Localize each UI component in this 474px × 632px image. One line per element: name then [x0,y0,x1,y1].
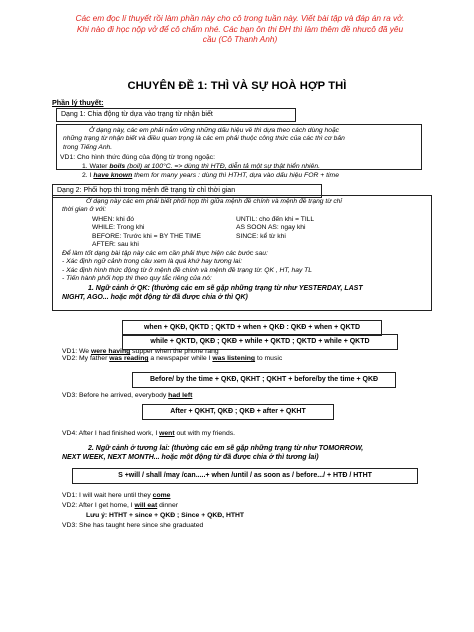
answer-was-listening: was listening [212,355,256,362]
formula-future: S +will / shall /may /can.....+ when /until / as soon as / before.../ + HTĐ / HTHT [72,468,418,484]
section1-header-text: Dạng 1: Chia động từ dựa vào trạng từ nhận biết [61,111,213,118]
answer-was-reading: was reading [109,355,149,362]
step-3: - Tiến hành phối hợp thì theo quy tắc riêng của nó: [62,275,212,283]
formula-before: Before/ by the time + QKĐ, QKHT ; QKHT + before/by the time + QKĐ [132,372,396,388]
formula-while: while + QKTD, QKĐ ; QKĐ + while + QKTD ; QKTD + while + QKTD [122,334,398,350]
steps-intro: Để làm tốt dạng bài tập này các em cần phải thực hiện các bước sau: [62,250,268,257]
section1-example-1: 1. Water boils (boil) at 100°C. => dùng thì HTĐ, diễn tả một sự thật hiển nhiên. [82,163,321,170]
example-vd3: VD3: Before he arrived, everybody had left [62,392,193,399]
formula-after: After + QKHT, QKĐ ; QKĐ + after + QKHT [142,404,334,420]
answer-come: come [152,492,171,499]
section1-header [56,108,296,122]
page-title: CHUYÊN ĐỀ 1: THÌ VÀ SỰ HOÀ HỢP THÌ [127,80,347,92]
future-context-heading: 2. Ngữ cảnh ở tương lai: (thường các em sẽ gặp những trạng từ như TOMORROW, NEXT WEEK, NEXT MONTH... hoặc một động từ đã được chia ở thì tương lai) [62,445,364,461]
intro-line-2: Khi nào đi học nộp vở để cô chấm nhé. Các bạn ôn thi ĐH thì làm thêm đề nhưcô đã yêu [76,23,404,34]
conjunction-row: AFTER: sau khi [92,241,139,249]
example-vd4: VD4: After I had finished work, I went out with my friends. [62,430,236,437]
example-vd7: VD3: She has taught here since she graduated [62,522,204,529]
section1-desc: Ở dạng này, các em phải nắm vững những dấu hiệu về thì dựa theo cách dùng hoặc những trạng từ nhận biết và điều quan trọng là các em phải thuộc công thức của các thì cơ bản trong Tiếng Anh. [63,127,345,151]
conjunction-list [92,216,422,250]
answer-have-known: have known [93,172,133,179]
conjunction-row: WHILE: Trong khi AS SOON AS: ngay khi [92,224,306,232]
steps-list [62,250,424,284]
formula-when: when + QKĐ, QKTD ; QKTD + when + QKĐ : QKĐ + when + QKTD [122,320,382,336]
answer-will-eat: will eat [134,502,158,509]
example-vd5: VD1: I will wait here until they come [62,492,171,499]
example-vd6: VD2: After I get home, I will eat dinner [62,502,179,509]
conjunction-row: WHEN: khi đó UNTIL: cho đến khi = TILL [92,216,315,223]
answer-had-left: had left [168,392,193,399]
intro-note [50,13,430,45]
example-vd1: VD1: We were having supper when the phone rang [62,348,219,355]
answer-went: went [159,430,175,437]
answer-were-having: were having [90,348,131,355]
step-2: - Xác định hình thức động từ ở mệnh đề chính và mệnh đề trạng từ: QK , HT, hay TL [62,266,312,274]
intro-line-1: Các em đọc lí thuyết rồi làm phần này cho cô trong tuần này. Viết bài tập và đáp án ra vở. [75,13,405,23]
answer-boils: boils [109,163,126,170]
section2-desc: Ở dạng này các em phải biết phối hợp thì giữa mệnh đề chính và mệnh đề trạng từ chỉ thời gian ở với: [62,198,342,214]
section1-example-2: 2. I have known them for many years : dùng thì HTHT, dựa vào dấu hiệu FOR + time [82,172,339,179]
section1-vd-label: VD1: Cho hình thức đúng của động từ trong ngoặc: [60,154,215,161]
section2-header-text: Dạng 2: Phối hợp thì trong mệnh đề trạng từ chỉ thời gian [57,187,236,194]
past-context-heading: 1. Ngữ cảnh ở QK: (thường các em sẽ gặp những trạng từ như YESTERDAY, LAST NIGHT, AGO... hoặc một động từ đã được chia ở thì QK) [62,285,363,301]
conjunction-row: BEFORE: Trước khi = BY THE TIME SINCE: kể từ khi [92,232,286,240]
example-vd2: VD2: My father was reading a newspaper while I was listening to music [62,355,283,362]
intro-line-3: cầu (Cô Thanh Anh) [202,34,278,45]
step-1: - Xác định ngữ cảnh trong câu xem là quá khứ hay tương lai: [62,258,242,266]
note-since: Lưu ý: HTHT + since + QKĐ ; Since + QKĐ, HTHT [86,512,245,519]
theory-label: Phần lý thuyết: [52,98,104,107]
